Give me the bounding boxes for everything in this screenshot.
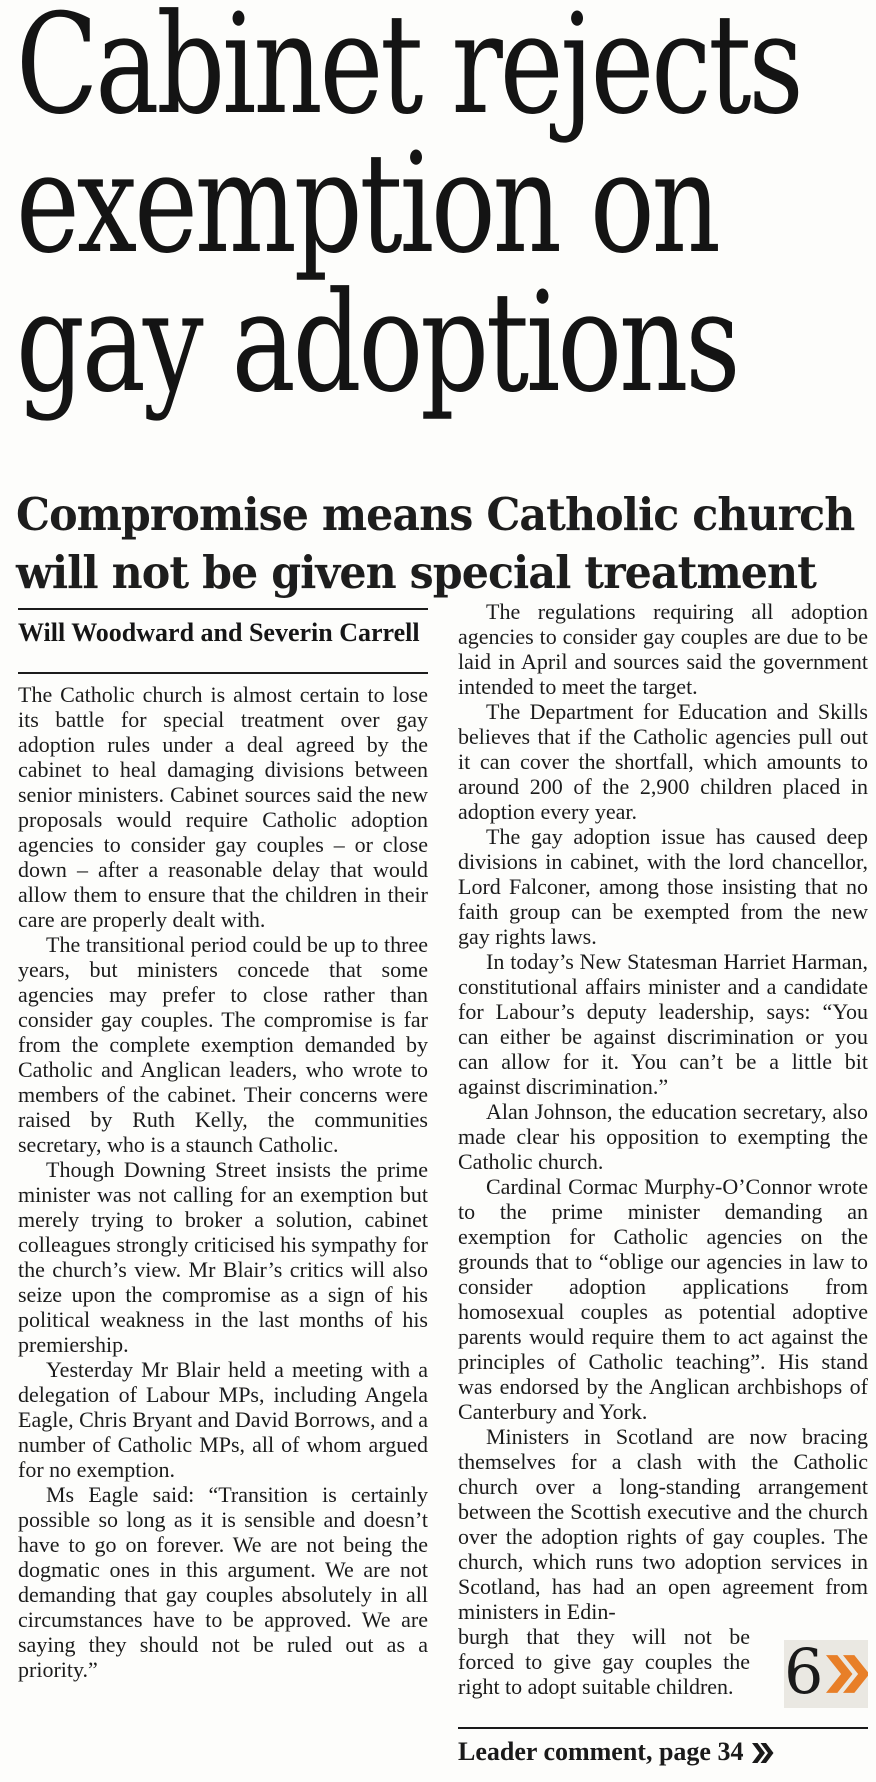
badge-page-number: 6 (784, 1635, 824, 1708)
column-left (18, 608, 428, 1782)
page-jump-badge[interactable] (784, 1635, 868, 1708)
body-paragraph: The gay adoption issue has caused deep divisions in cabinet, with the lord chancellor, Lord Falconer, among those insisting that no faith group can be exempted from the new gay rights laws. (458, 824, 868, 949)
continuation-row (458, 1624, 868, 1708)
standfirst-line: will not be given special treatment (16, 545, 816, 599)
body-paragraph: The Catholic church is almost certain to lose its battle for special treatment over gay adoption rules under a deal agreed by the cabinet to heal damaging divisions between senior ministers. Cabinet sources said the new proposals would require Catholic adoption agencies to consider gay couples – or close down – after a reasonable delay that would allow them to ensure that the children in their care are properly dealt with. (18, 682, 428, 932)
column-right (458, 599, 868, 1782)
body-paragraph: Alan Johnson, the education secretary, also made clear his opposition to exempting the Catholic church. (458, 1099, 868, 1174)
continuation-text: burgh that they will not be forced to give gay couples the right to adopt suitable children. (458, 1624, 750, 1699)
leader-comment-label: Leader comment, page 34 (458, 1737, 744, 1766)
body-paragraph: Ms Eagle said: “Transition is certainly possible so long as it is sensible and doesn’t have to go on forever. We are not being the dogmatic ones in this argument. We are not demanding that gay couples absolutely in all circumstances have to be approved. We are saying they should not be ruled out as a priority.” (18, 1482, 428, 1682)
body-paragraph: Cardinal Cormac Murphy-O’Connor wrote to the prime minister demanding an exemption for Catholic agencies on the grounds that to “oblige our agencies in law to consider adoption applications from homosexual couples as potential adoptive parents would require them to act against the principles of Catholic teaching”. His stand was endorsed by the Anglican archbishops of Canterbury and York. (458, 1174, 868, 1424)
headline-line: exemption on (16, 123, 718, 285)
body-paragraph: Ministers in Scotland are now bracing themselves for a clash with the Catholic church over a long-standing arrangement between the Scottish executive and the church over the adoption rights of gay couples. The church, which runs two adoption services in Scotland, has had an open agreement from ministers in Edin- (458, 1424, 868, 1624)
headline-line: gay adoptions (16, 262, 738, 424)
byline: Will Woodward and Severin Carrell (18, 618, 420, 647)
body-text-right (458, 599, 868, 1624)
body-text-left (18, 682, 428, 1682)
double-chevron-right-icon (826, 1652, 868, 1696)
body-paragraph: Though Downing Street insists the prime minister was not calling for an exemption but merely trying to broker a solution, cabinet colleagues strongly criticised his sympathy for the church’s view. Mr Blair’s critics will also seize upon the compromise as a sign of his political weakness in the last months of his premiership. (18, 1157, 428, 1357)
standfirst-line: Compromise means Catholic church (16, 487, 855, 541)
body-paragraph: The Department for Education and Skills believes that if the Catholic agencies pull out it can cover the shortfall, which amounts to around 200 of the 2,900 children placed in adoption every year. (458, 699, 868, 824)
leader-comment-link[interactable] (458, 1727, 868, 1764)
body-paragraph: Yesterday Mr Blair held a meeting with a delegation of Labour MPs, including Angela Eagle, Chris Bryant and David Borrows, and a number of Catholic MPs, all of whom argued for no exemption. (18, 1357, 428, 1482)
body-paragraph: The transitional period could be up to three years, but ministers concede that some agencies may prefer to close rather than consider gay couples. The compromise is far from the complete exemption demanded by Catholic and Anglican leaders, who wrote to members of the cabinet. Their concerns were raised by Ruth Kelly, the communities secretary, who is a staunch Catholic. (18, 932, 428, 1157)
headline-line: Cabinet rejects (16, 0, 801, 146)
body-paragraph: The regulations requiring all adoption agencies to consider gay couples are due to be laid in April and sources said the government intended to meet the target. (458, 599, 868, 699)
byline-block (18, 608, 428, 674)
headline (16, 0, 876, 424)
double-chevron-right-icon (751, 1743, 775, 1763)
body-paragraph: In today’s New Statesman Harriet Harman, constitutional affairs minister and a candidate for Labour’s deputy leadership, says: “You can either be against discrimination or you can allow for it. You can’t be a little bit against discrimination.” (458, 949, 868, 1099)
standfirst (16, 486, 876, 602)
